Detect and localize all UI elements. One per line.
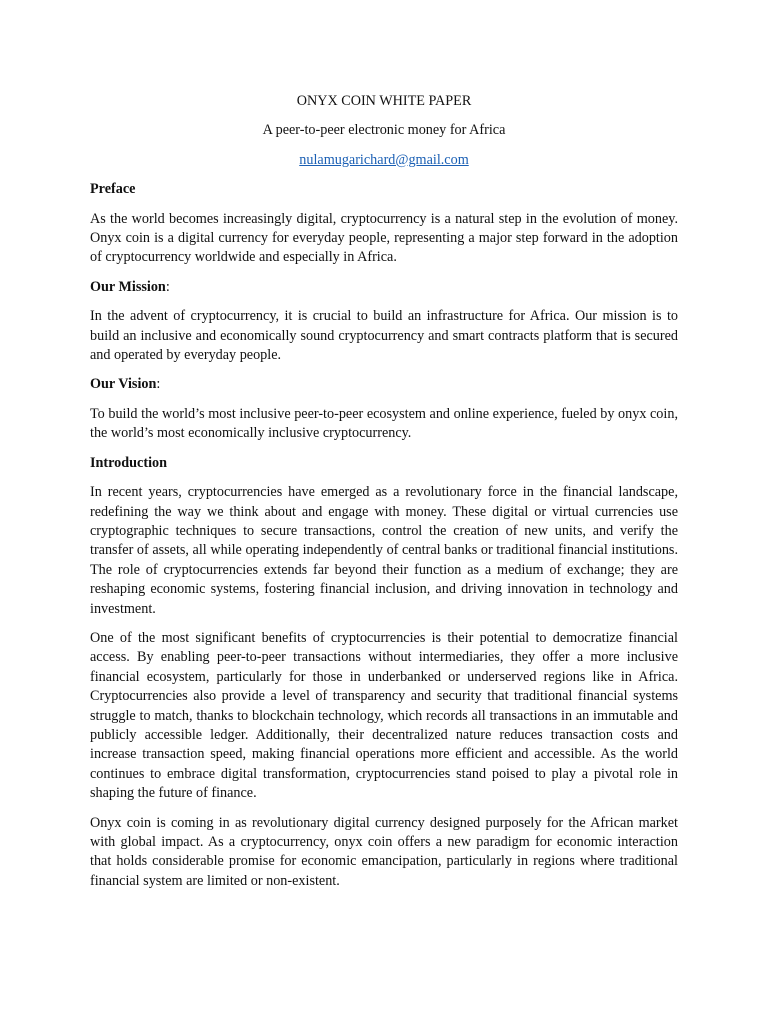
preface-heading (90, 180, 678, 199)
introduction-paragraph-1: In recent years, cryptocurrencies have emerged as a revolutionary force in the financial landscape, redefining the way we think about and engage with money. These digital or virtual currencies use cryptographic techniques to secure transactions, control the creation of new units, and verify the transfer of assets, all while operating independently of central banks or traditional financial institutions. The role of cryptocurrencies extends far beyond their function as a medium of exchange; they are reshaping economic systems, fostering financial inclusion, and driving innovation in technology and investment. (90, 484, 678, 617)
document-page (90, 92, 678, 901)
mission-heading-text: Our Mission (90, 278, 166, 295)
introduction-paragraph-2: One of the most significant benefits of cryptocurrencies is their potential to democratize financial access. By enabling peer-to-peer transactions without intermediaries, they offer a more inclusive financial ecosystem, particularly for those in underbanked or underserved regions like in Africa. Cryptocurrencies also provide a level of transparency and security that traditional financial systems struggle to match, thanks to blockchain technology, which records all transactions in an immutable and publicly accessible ledger. Additionally, their decentralized nature reduces transaction costs and increase transaction speed, making financial operations more efficient and accessible. As the world continues to embrace digital transformation, cryptocurrencies stand poised to play a pivotal role in shaping the future of finance. (90, 629, 678, 802)
introduction-heading (90, 454, 678, 473)
email-link[interactable]: nulamugarichard@gmail.com (299, 151, 469, 168)
vision-heading-colon: : (156, 376, 161, 393)
contact-line (90, 151, 678, 170)
vision-paragraph: To build the world’s most inclusive peer-to-peer ecosystem and online experience, fueled by onyx coin, the world’s most economically inclusive cryptocurrency. (90, 405, 678, 442)
mission-heading-colon: : (165, 278, 170, 295)
introduction-heading-text: Introduction (90, 454, 167, 471)
document-title: ONYX COIN WHITE PAPER (296, 93, 472, 109)
vision-heading-text: Our Vision (90, 376, 157, 393)
mission-heading (90, 278, 678, 297)
vision-heading (90, 375, 678, 394)
preface-paragraph: As the world becomes increasingly digital, cryptocurrency is a natural step in the evolution of money. Onyx coin is a digital currency for everyday people, representing a major step forward in the adoption of cryptocurrency worldwide and especially in Africa. (90, 210, 678, 266)
preface-heading-text: Preface (90, 181, 136, 198)
mission-paragraph: In the advent of cryptocurrency, it is crucial to build an infrastructure for Africa. Our mission is to build an inclusive and economically sound cryptocurrency and smart contracts platform that is secured and operated by everyday people. (90, 308, 678, 364)
introduction-paragraph-3: Onyx coin is coming in as revolutionary digital currency designed purposely for the African market with global impact. As a cryptocurrency, onyx coin offers a new paradigm for economic interaction that holds considerable promise for economic emancipation, particularly in regions where traditional financial system are limited or non-existent. (90, 814, 678, 889)
document-subtitle: A peer-to-peer electronic money for Africa (262, 122, 506, 139)
